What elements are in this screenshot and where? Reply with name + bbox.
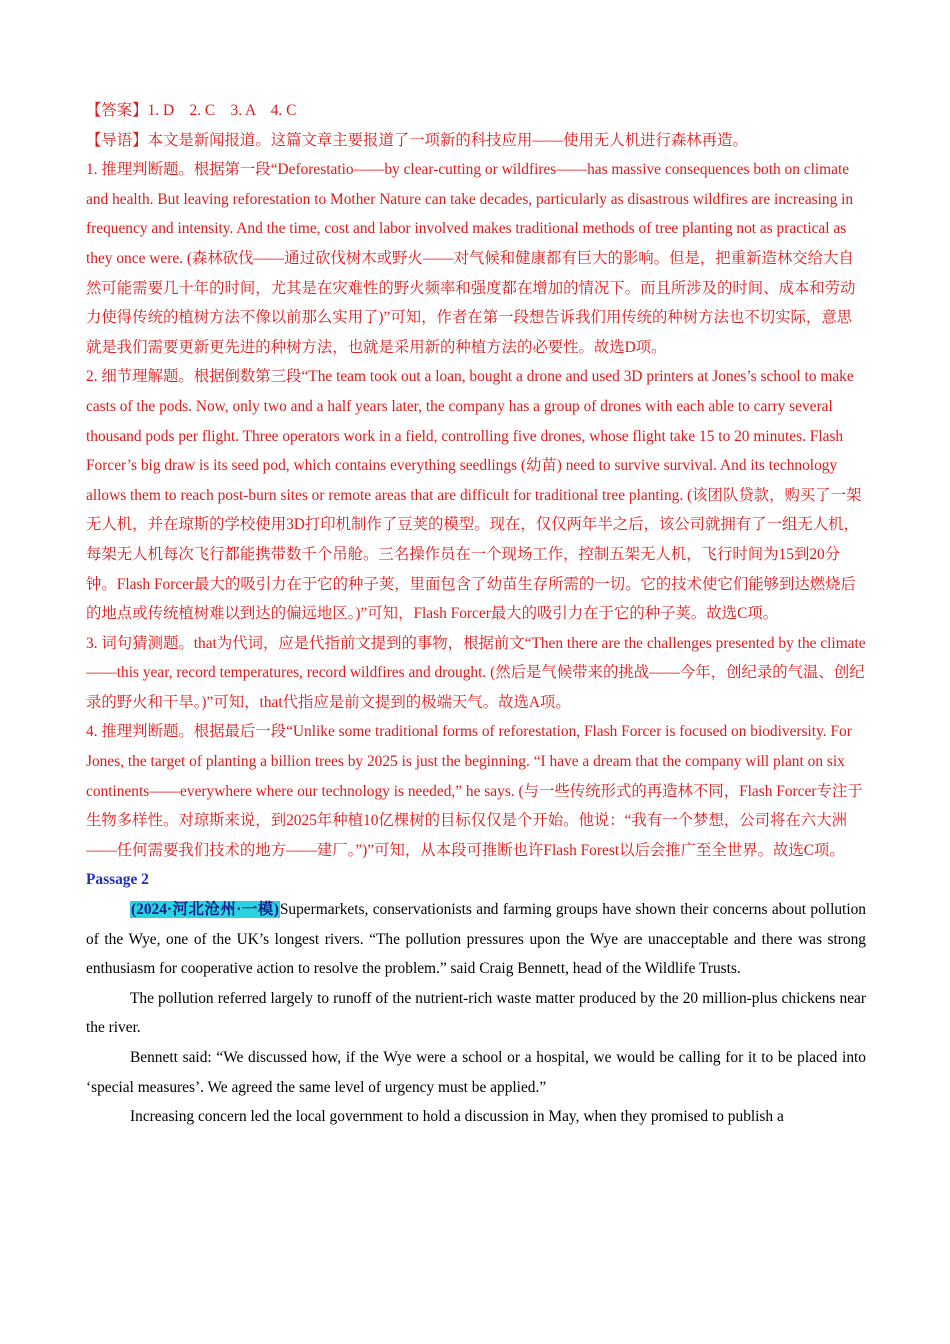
explanation-3: 3. 词句猜测题。that为代词，应是代指前文提到的事物，根据前文“Then there are the challenges presented by the climate——this year, record temperatures, record wildfires and drought. (然后是气候带来的挑战——今年，创纪录的气温、创纪录的野火和干旱。)”可知，that代指应是前文提到的极端天气。故选A项。 [86, 634, 866, 711]
passage-paragraph-1-text: Supermarkets, conservationists and farming groups have shown their concerns about pollution of the Wye, one of the UK’s longest rivers. “The pollution pressures upon the Wye are unacceptable and there was strong enthusiasm for cooperative action to resolve the problem.” said Craig Bennett, head of the Wildlife Trusts. [86, 901, 866, 978]
guide-line [86, 126, 866, 156]
guide-text: 本文是新闻报道。这篇文章主要报道了一项新的科技应用——使用无人机进行森林再造。 [147, 131, 748, 149]
passage-paragraph-2: The pollution referred largely to runoff of the nutrient-rich waste matter produced by the 20 million-plus chickens near the river. [86, 989, 866, 1037]
explanation-4: 4. 推理判断题。根据最后一段“Unlike some traditional forms of reforestation, Flash Forcer is focused on biodiversity. For Jones, the target of planting a billion trees by 2025 is just the beginning. “I have a dream that the company will plant on six continents——everywhere where our technology is needed,” he says. (与一些传统形式的再造林不同，Flash Forcer专注于生物多样性。对琼斯来说，到2025年种植10亿棵树的目标仅仅是个开始。他说：“我有一个梦想，公司将在六大洲——任何需要我们技术的地方——建厂。”)”可知，从本段可推断也许Flash Forest以后会推广至全世界。故选C项。 [86, 723, 863, 859]
source-tag: (2024·河北沧州·一模) [131, 901, 279, 919]
guide-label: 【导语】 [86, 131, 148, 149]
document-page [86, 96, 866, 1132]
answer-line [86, 96, 866, 126]
passage-paragraph-4: Increasing concern led the local government to hold a discussion in May, when they promised to publish a [130, 1108, 784, 1126]
passage-paragraph-1 [86, 895, 866, 984]
passage-title: Passage 2 [86, 871, 149, 889]
answer-text: 1. D 2. C 3. A 4. C [147, 102, 297, 119]
explanation-2: 2. 细节理解题。根据倒数第三段“The team took out a loan, bought a drone and used 3D printers at Jones’s school to make casts of the pods. Now, only two and a half years later, the company has a group of drones with each able to carry several thousand pods per flight. Three operators work in a field, controlling five drones, whose flight take 15 to 20 minutes. Flash Forcer’s big draw is its seed pod, which contains everything seedlings (幼苗) need to survive survival. And its technology allows them to reach post-burn sites or remote areas that are difficult for traditional tree planting. (该团队贷款，购买了一架无人机，并在琼斯的学校使用3D打印机制作了豆荚的模型。现在，仅仅两年半之后，该公司就拥有了一组无人机，每架无人机每次飞行都能携带数千个吊舱。三名操作员在一个现场工作，控制五架无人机，飞行时间为15到20分钟。Flash Forcer最大的吸引力在于它的种子荚，里面包含了幼苗生存所需的一切。它的技术使它们能够到达燃烧后的地点或传统植树难以到达的偏远地区。)”可知，Flash Forcer最大的吸引力在于它的种子荚。故选C项。 [86, 368, 862, 623]
passage-paragraph-3: Bennett said: “We discussed how, if the Wye were a school or a hospital, we would be calling for it to be placed into ‘special measures’. We agreed the same level of urgency must be applied.” [86, 1049, 866, 1096]
answer-label: 【答案】 [86, 102, 148, 119]
explanation-1: 1. 推理判断题。根据第一段“Deforestatio——by clear-cutting or wildfires——has massive consequences both on climate and health. But leaving reforestation to Mother Nature can take decades, particularly as disastrous wildfires are increasing in frequency and intensity. And the time, cost and labor involved makes traditional methods of tree planting not as practical as they once were. (森林砍伐——通过砍伐树木或野火——对气候和健康都有巨大的影响。但是，把重新造林交给大自然可能需要几十年的时间，尤其是在灾难性的野火频率和强度都在增加的情况下。而且所涉及的时间、成本和劳动力使得传统的植树方法不像以前那么实用了)”可知，作者在第一段想告诉我们用传统的种树方法也不切实际，意思就是我们需要更新更先进的种树方法，也就是采用新的种植方法的必要性。故选D项。 [86, 161, 856, 356]
